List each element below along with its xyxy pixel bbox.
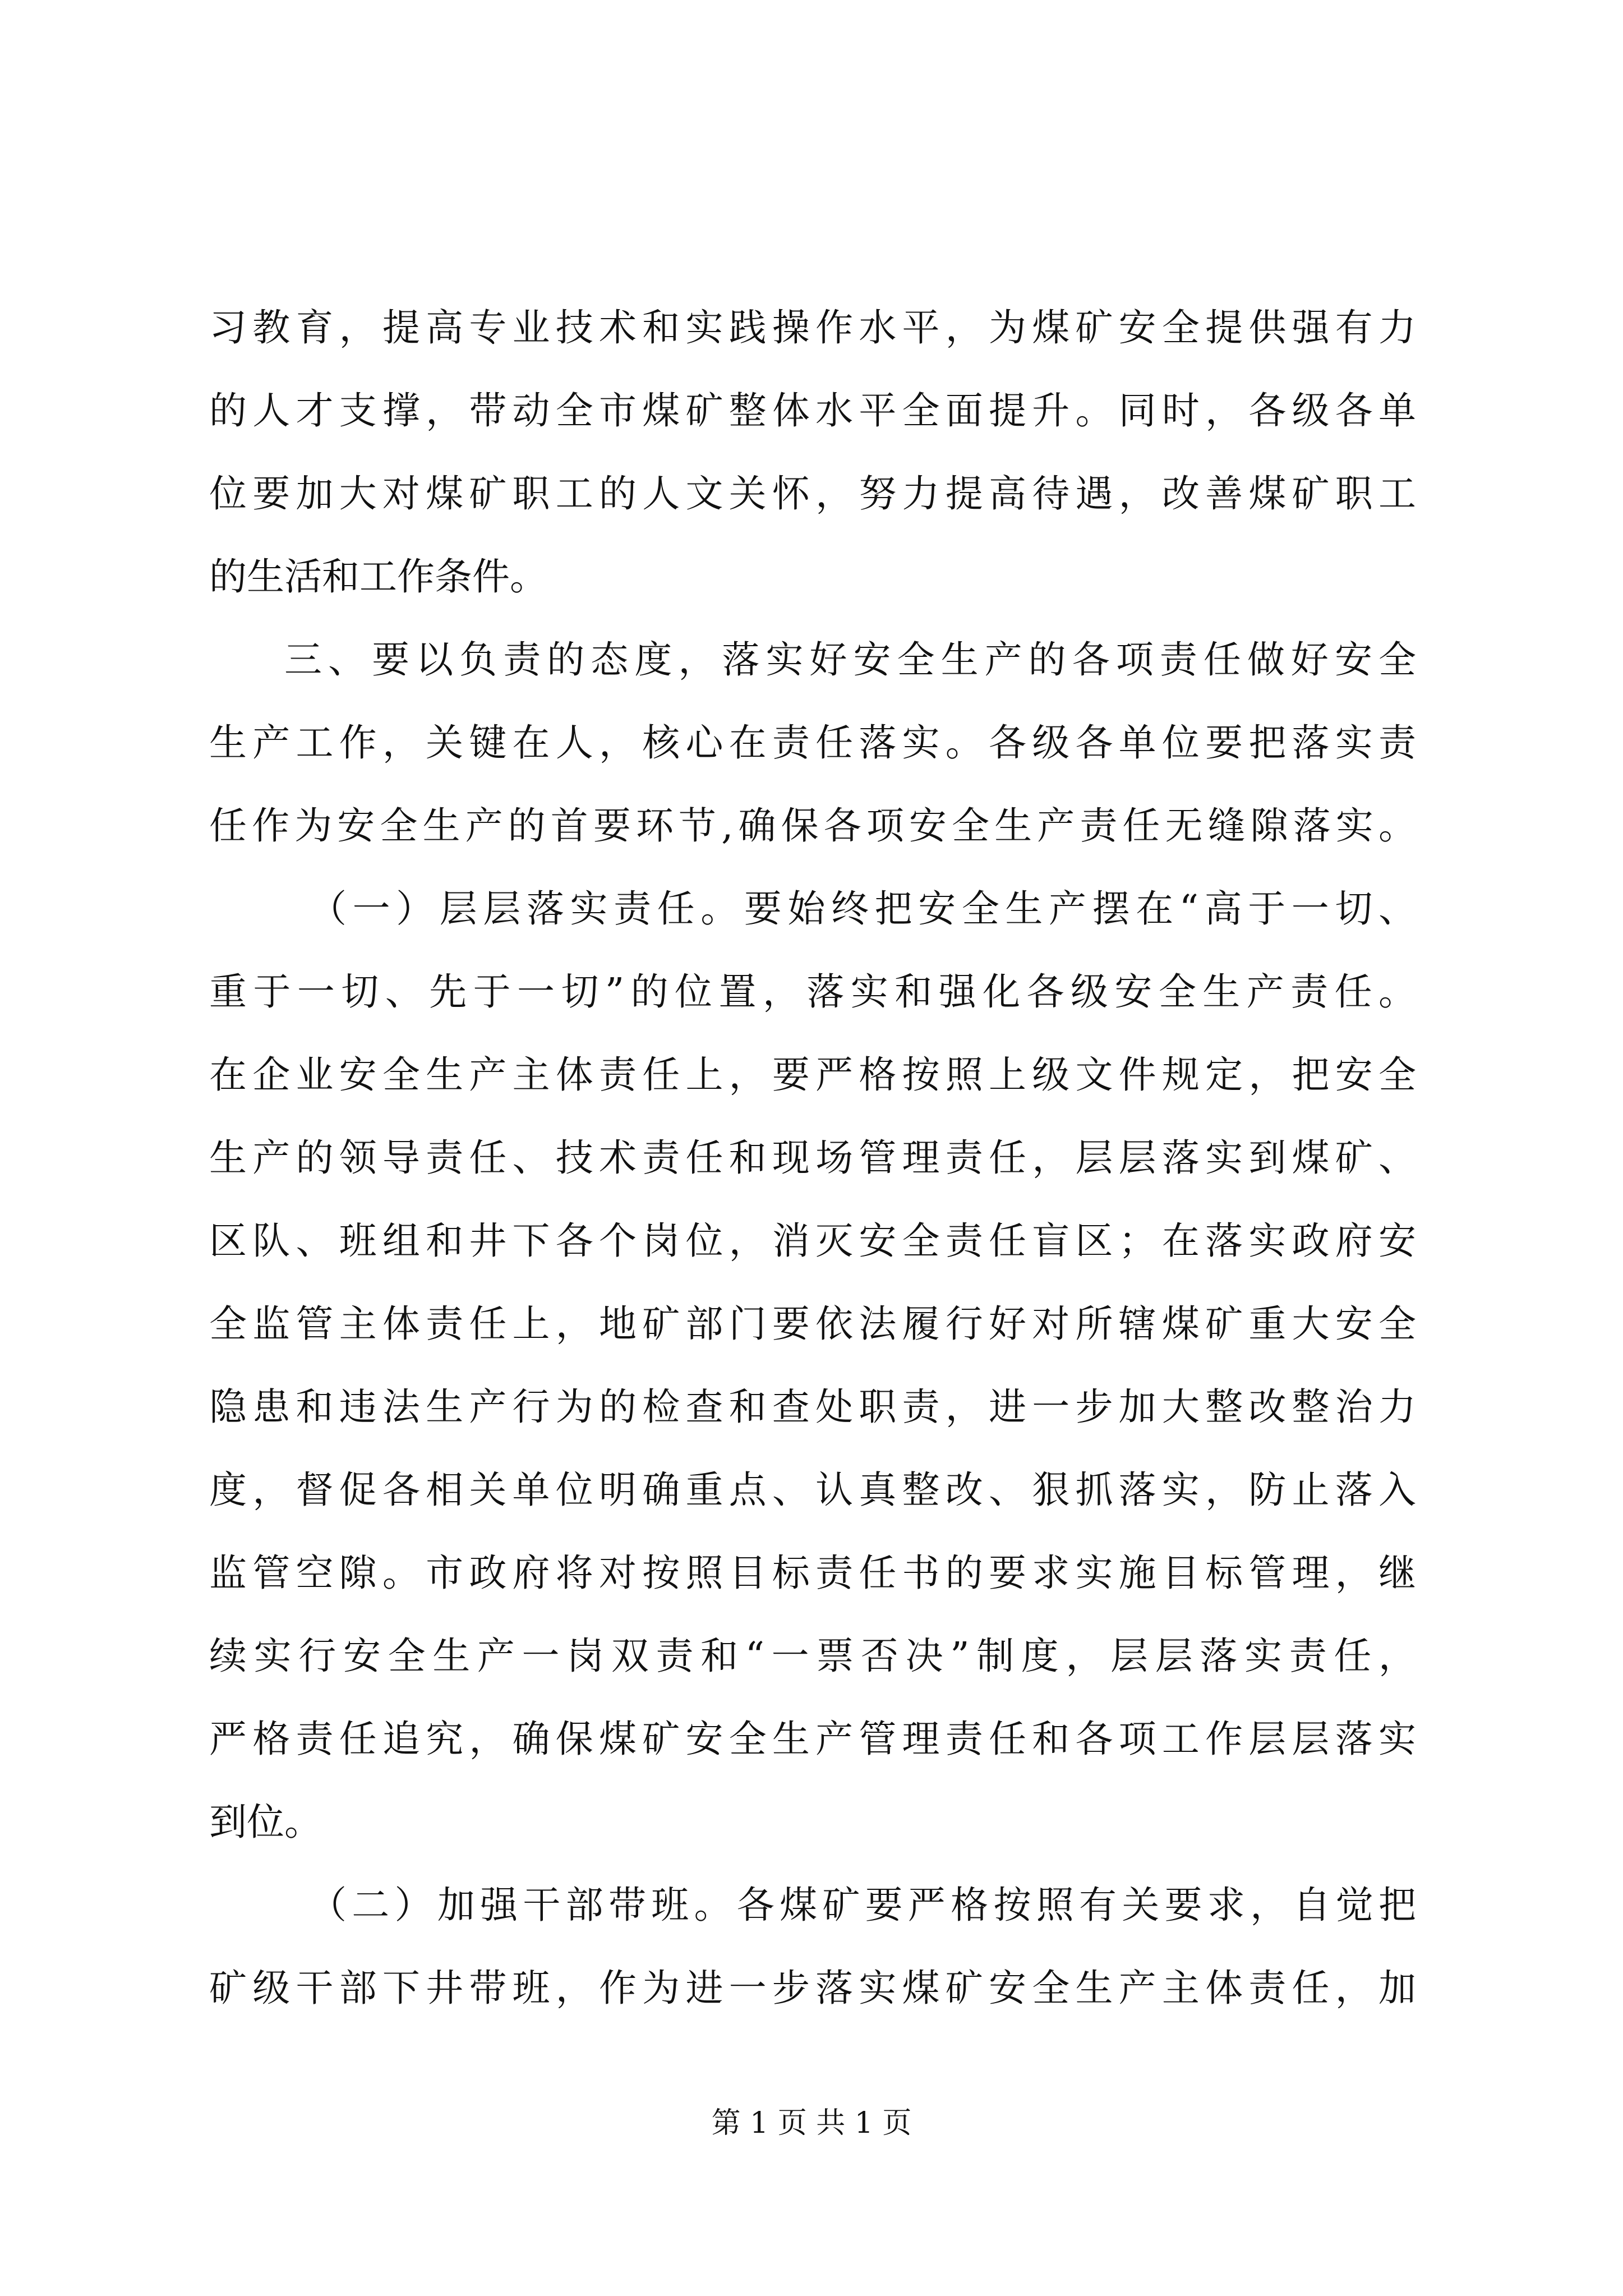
subsection-heading-line: （一）层层落实责任。要始终把安全生产摆在“高于一切、 [309,887,1416,931]
text-line: 重于一切、先于一切”的位置，落实和强化各级安全生产责任。 [209,970,1416,1014]
text-line: 在企业安全生产主体责任上，要严格按照上级文件规定，把安全 [209,1053,1416,1097]
text-line: 生产的领导责任、技术责任和现场管理责任，层层落实到煤矿、 [209,1136,1416,1180]
subsection-heading-line: （二）加强干部带班。各煤矿要严格按照有关要求，自觉把 [309,1883,1416,1927]
section-heading-line: 三、要以负责的态度，落实好安全生产的各项责任做好安全 [284,638,1416,682]
text-line: 习教育，提高专业技术和实践操作水平，为煤矿安全提供强有力 [209,306,1416,349]
page-number-footer: 第 1 页 共 1 页 [711,2106,912,2140]
text-line: 的人才支撑，带动全市煤矿整体水平全面提升。同时，各级各单 [209,389,1416,432]
text-line: 监管空隙。市政府将对按照目标责任书的要求实施目标管理，继 [209,1551,1416,1595]
text-line: 续实行安全生产一岗双责和“一票否决”制度，层层落实责任， [209,1634,1416,1678]
text-line: 的生活和工作条件。 [209,555,547,599]
text-line: 严格责任追究，确保煤矿安全生产管理责任和各项工作层层落实 [209,1717,1416,1761]
text-line: 位要加大对煤矿职工的人文关怀，努力提高待遇，改善煤矿职工 [209,472,1416,516]
text-line: 到位。 [209,1800,322,1844]
text-line: 生产工作，关键在人，核心在责任落实。各级各单位要把落实责 [209,721,1416,765]
text-line: 隐患和违法生产行为的检查和查处职责，进一步加大整改整治力 [209,1385,1416,1429]
text-line: 全监管主体责任上，地矿部门要依法履行好对所辖煤矿重大安全 [209,1302,1416,1346]
document-body [209,286,1416,2030]
text-line: 矿级干部下井带班，作为进一步落实煤矿安全生产主体责任，加 [209,1966,1416,2010]
text-line: 区队、班组和井下各个岗位，消灭安全责任盲区；在落实政府安 [209,1219,1416,1263]
text-line: 度，督促各相关单位明确重点、认真整改、狠抓落实，防止落入 [209,1468,1416,1512]
text-line: 任作为安全生产的首要环节,确保各项安全生产责任无缝隙落实。 [209,804,1416,848]
